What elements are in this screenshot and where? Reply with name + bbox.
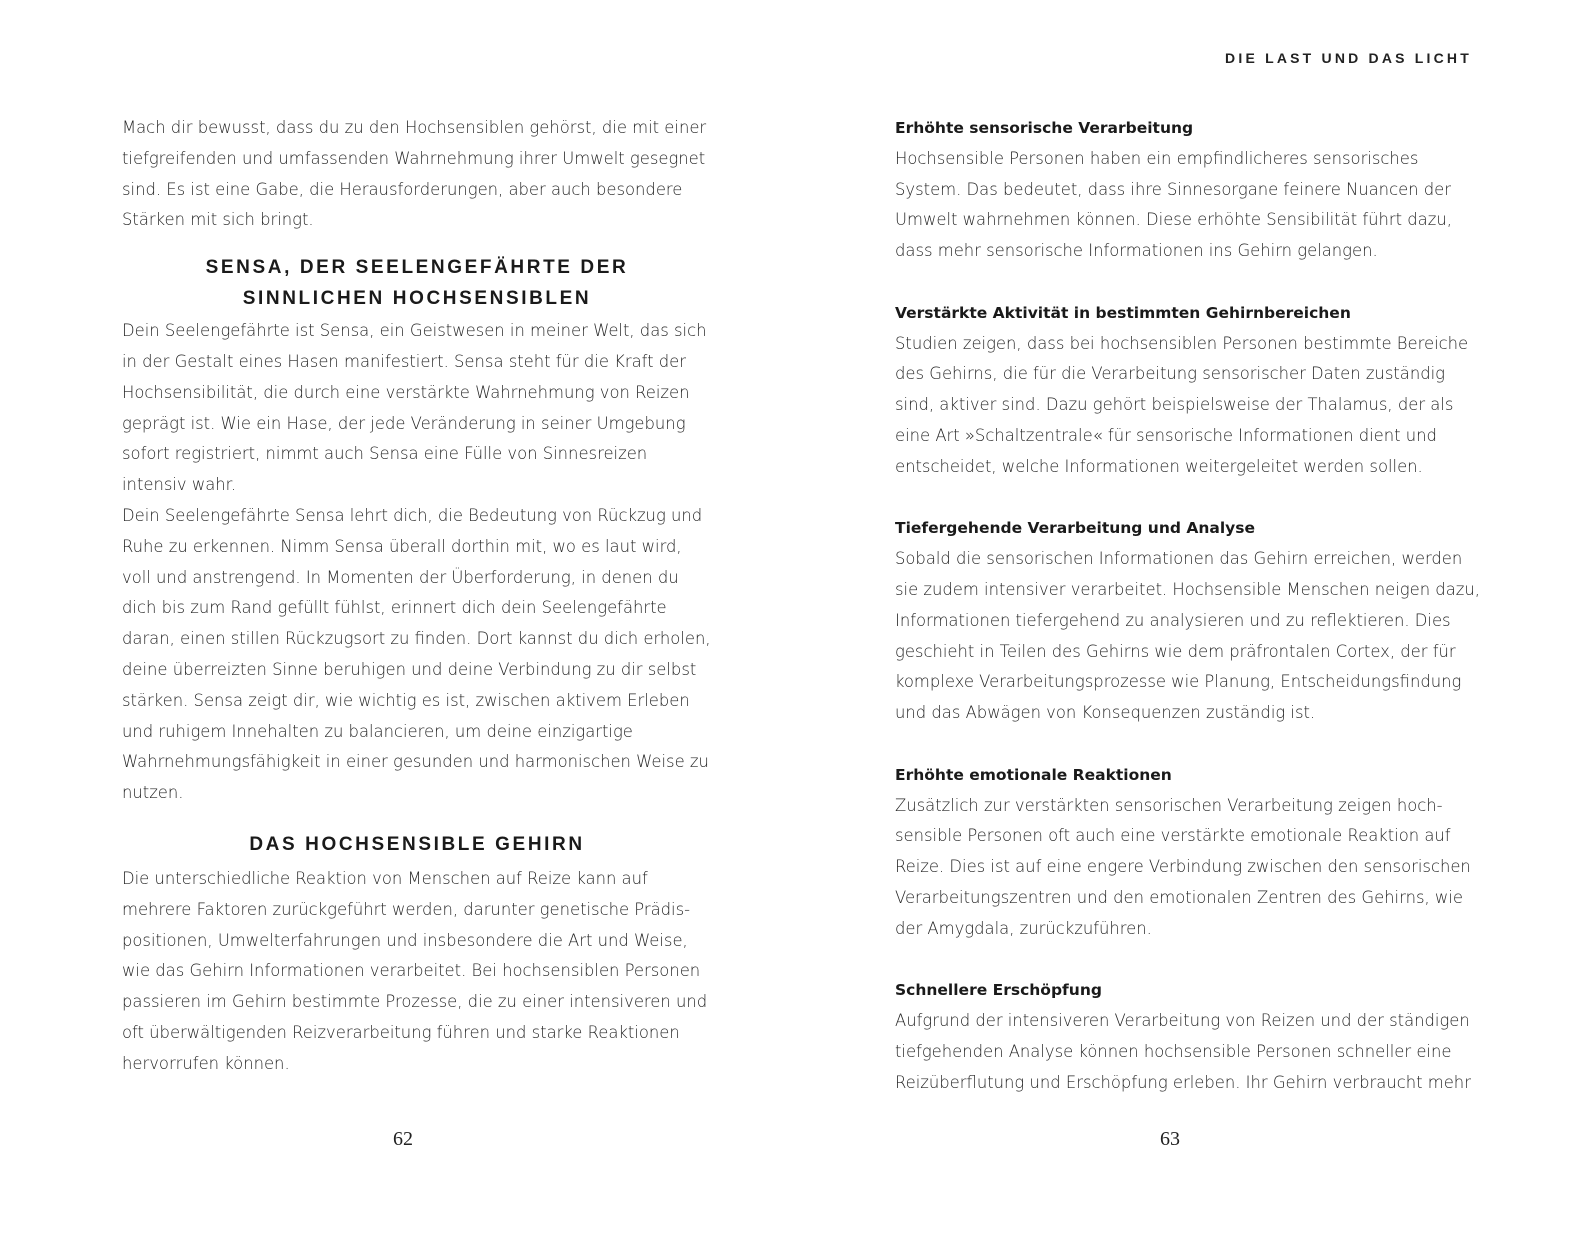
sensa-paragraph-1: Dein Seelengefährte ist Sensa, ein Geistwesen in meiner Welt, das sich in der Gestalt eines Hasen manifestiert. Sensa steht für die Kraft der Hochsensibilität, die durch eine verstärkte Wahrnehmung von Reizen geprägt ist. Wie ein Hase, der jede Veränderung in seiner Umgebung sofort registriert, nimmt auch Sensa eine Fülle von Sinnesreizen intensiv wahr. (122, 321, 707, 495)
subsection-heading: Tiefergehende Verarbeitung und Analyse (895, 519, 1255, 538)
subsection (895, 975, 1485, 1098)
subsection-text: Hochsensible Personen haben ein empfindlicheres sensorisches System. Das bedeutet, dass ihre Sinnesorgane feinere Nuancen der Umwelt wahrnehmen können. Diese erhöhte Sensibilität führt dazu, dass mehr sensorische Informationen ins Gehirn gelangen. (895, 148, 1452, 261)
subsection-heading: Schnellere Erschöpfung (895, 981, 1102, 1000)
page-number-right: 63 (1160, 1128, 1180, 1150)
subsection (895, 298, 1485, 483)
intro-paragraph: Mach dir bewusst, dass du zu den Hochsensiblen gehörst, die mit einer tiefgreifenden und umfassenden Wahrnehmung ihrer Umwelt gesegnet sind. Es ist eine Gabe, die Herausforderungen, aber auch besondere Stärken mit sich bringt. (122, 118, 707, 230)
subsection (895, 760, 1485, 945)
subsection-text: Zusätzlich zur verstärkten sensorischen Verarbeitung zeigen hochsensible Personen oft auch eine verstärkte emotionale Reaktion auf Reize. Dies ist auf eine engere Verbindung zwischen den sensorischen Verarbeitungszentren und den emotionalen Zentren des Gehirns, wie der Amygdala, zurückzuführen. (895, 795, 1471, 938)
section-heading-brain: DAS HOCHSENSIBLE GEHIRN (249, 833, 585, 855)
left-page-text-column (122, 113, 712, 1080)
subsection-text: Sobald die sensorischen Informationen das Gehirn erreichen, werden sie zudem intensiver verarbeitet. Hochsensible Menschen neigen dazu, Informationen tiefergehend zu analysieren und zu reflektieren. Dies geschieht in Teilen des Gehirns wie dem präfrontalen Cortex, der für komplexe Verarbeitungsprozesse wie Planung, Entscheidungsfindung und das Abwägen von Konsequenzen zuständig ist. (895, 549, 1480, 723)
subsection-text: Studien zeigen, dass bei hochsensiblen Personen bestimmte Bereiche des Gehirns, die für die Verarbeitung sensorischer Daten zuständig sind, aktiver sind. Dazu gehört beispielsweise der Thalamus, der als eine Art »Schaltzentrale« für sensorische Informationen dient und entscheidet, welche Informationen weitergeleitet werden sollen. (895, 333, 1469, 476)
subsection-heading: Erhöhte sensorische Verarbeitung (895, 119, 1194, 137)
subsection-heading: Verstärkte Aktivität in bestimmten Gehirnbereichen (895, 303, 1351, 322)
right-page (797, 0, 1594, 1240)
sensa-paragraph-2: Dein Seelengefährte Sensa lehrt dich, die Bedeutung von Rückzug und Ruhe zu erkennen. Nimm Sensa überall dorthin mit, wo es laut wird, voll und anstrengend. In Momenten der Überforderung, in denen du dich bis zum Rand gefüllt fühlst, erinnert dich dein Seelengefährte daran, einen stillen Rückzugsort zu finden. Dort kannst du dich erholen, deine überreizten Sinne beruhigen und deine Verbindung zu dir selbst stärken. Sensa zeigt dir, wie wichtig es ist, zwischen aktivem Erleben und ruhigem Innehalten zu balancieren, um deine einzigartige Wahrnehmungsfähigkeit in einer gesunden und harmonischen Weise zu nutzen. (122, 505, 711, 803)
subsection (895, 513, 1485, 729)
section-heading-sensa-line2: SINNLICHEN HOCHSENSIBLEN (242, 288, 592, 310)
page-number-left: 62 (393, 1128, 413, 1150)
brain-paragraph: Die unterschiedliche Reaktion von Menschen auf Reize kann auf mehrere Faktoren zurückgeführt werden, darunter genetische Prädispositionen, Umwelterfahrungen und insbesondere die Art und Weise, wie das Gehirn Informationen verarbeitet. Bei hochsensiblen Personen passieren im Gehirn bestimmte Prozesse, die zu einer intensiveren und oft überwältigenden Reizverarbeitung führen und starke Reaktionen hervorrufen können. (122, 868, 708, 1073)
section-heading-sensa-line1: SENSA, DER SEELENGEFÄHRTE DER (205, 257, 629, 279)
subsection-heading: Erhöhte emotionale Reaktionen (895, 765, 1172, 784)
subsection-text: Aufgrund der intensiveren Verarbeitung von Reizen und der ständigen tiefgehenden Analyse können hochsensible Personen schneller eine Reizüberflutung und Erschöpfung erleben. Ihr Gehirn verbraucht mehr (895, 1011, 1471, 1092)
section-heading-sensa (122, 252, 712, 314)
right-page-text-column (895, 113, 1485, 1129)
running-head: DIE LAST UND DAS LICHT (1225, 50, 1472, 66)
subsection (895, 113, 1485, 267)
